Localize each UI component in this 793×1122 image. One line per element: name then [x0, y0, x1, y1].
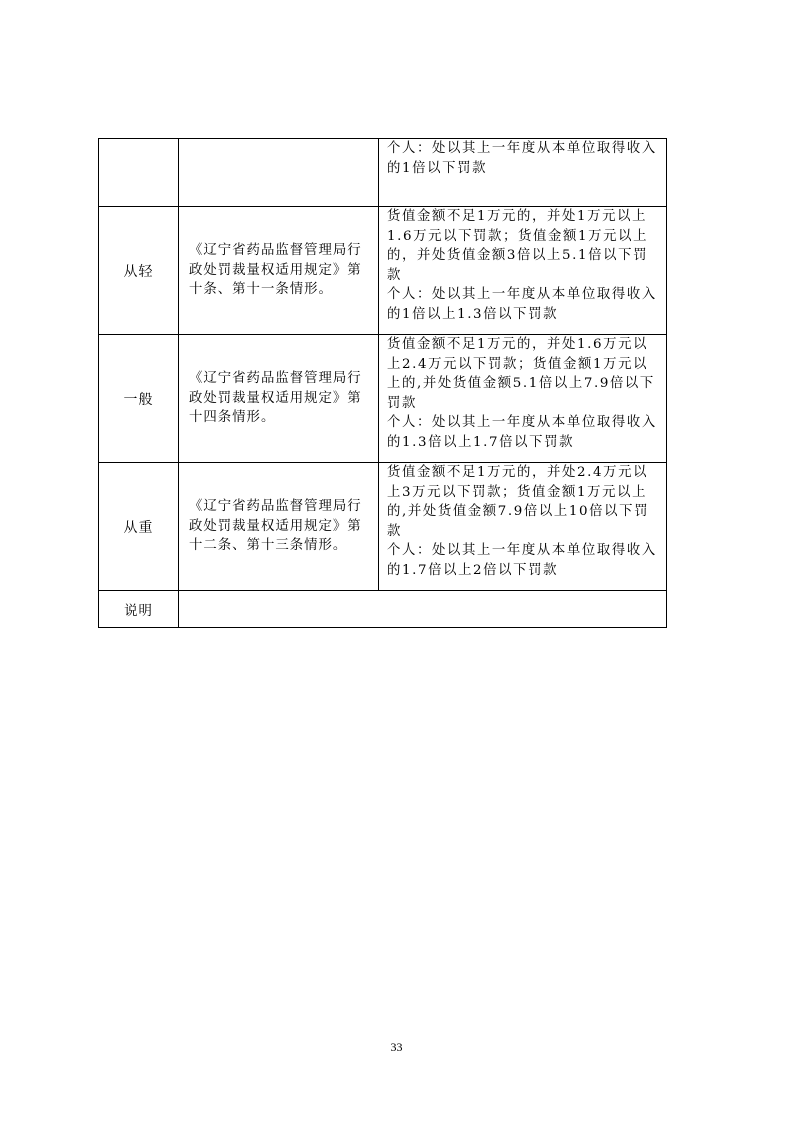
penalty-individual-text: 个人：处以其上一年度从本单位取得收入的1.7倍以上2倍以下罚款	[387, 543, 657, 578]
table-row	[99, 591, 667, 628]
basis-cell: 《辽宁省药品监督管理局行政处罚裁量权适用规定》第十二条、第十三条情形。	[179, 463, 379, 591]
penalty-amount-text: 货值金额不足1万元的，并处1.6万元以上2.4万元以下罚款；货值金额1万元以上的,并处货值金额5.1倍以上7.9倍以下罚款	[387, 337, 655, 411]
table-row	[99, 139, 667, 207]
penalty-individual-text: 个人：处以其上一年度从本单位取得收入的1倍以上1.3倍以下罚款	[387, 287, 657, 322]
penalty-discretion-table	[98, 138, 667, 628]
level-cell: 从重	[99, 463, 179, 591]
penalty-description-cell	[379, 139, 667, 207]
level-cell: 一般	[99, 335, 179, 463]
penalty-description-cell	[379, 463, 667, 591]
basis-cell: 《辽宁省药品监督管理局行政处罚裁量权适用规定》第十四条情形。	[179, 335, 379, 463]
penalty-amount-text: 货值金额不足1万元的，并处2.4万元以上3万元以下罚款；货值金额1万元以上的,并处货值金额7.9倍以上10倍以下罚款	[387, 465, 650, 539]
level-cell	[99, 139, 179, 207]
table-row	[99, 463, 667, 591]
penalty-individual-text: 个人：处以其上一年度从本单位取得收入的1倍以下罚款	[387, 141, 657, 176]
table-row	[99, 335, 667, 463]
basis-cell	[179, 139, 379, 207]
penalty-description-cell	[379, 335, 667, 463]
penalty-individual-text: 个人：处以其上一年度从本单位取得收入的1.3倍以上1.7倍以下罚款	[387, 415, 657, 450]
note-label-cell: 说明	[99, 591, 179, 628]
note-value-cell	[179, 591, 667, 628]
level-cell: 从轻	[99, 207, 179, 335]
page-number: 33	[390, 1040, 403, 1054]
penalty-description-cell	[379, 207, 667, 335]
basis-cell: 《辽宁省药品监督管理局行政处罚裁量权适用规定》第十条、第十一条情形。	[179, 207, 379, 335]
penalty-amount-text: 货值金额不足1万元的，并处1万元以上1.6万元以下罚款；货值金额1万元以上的，并处货值金额3倍以上5.1倍以下罚款	[387, 209, 649, 283]
table-row	[99, 207, 667, 335]
